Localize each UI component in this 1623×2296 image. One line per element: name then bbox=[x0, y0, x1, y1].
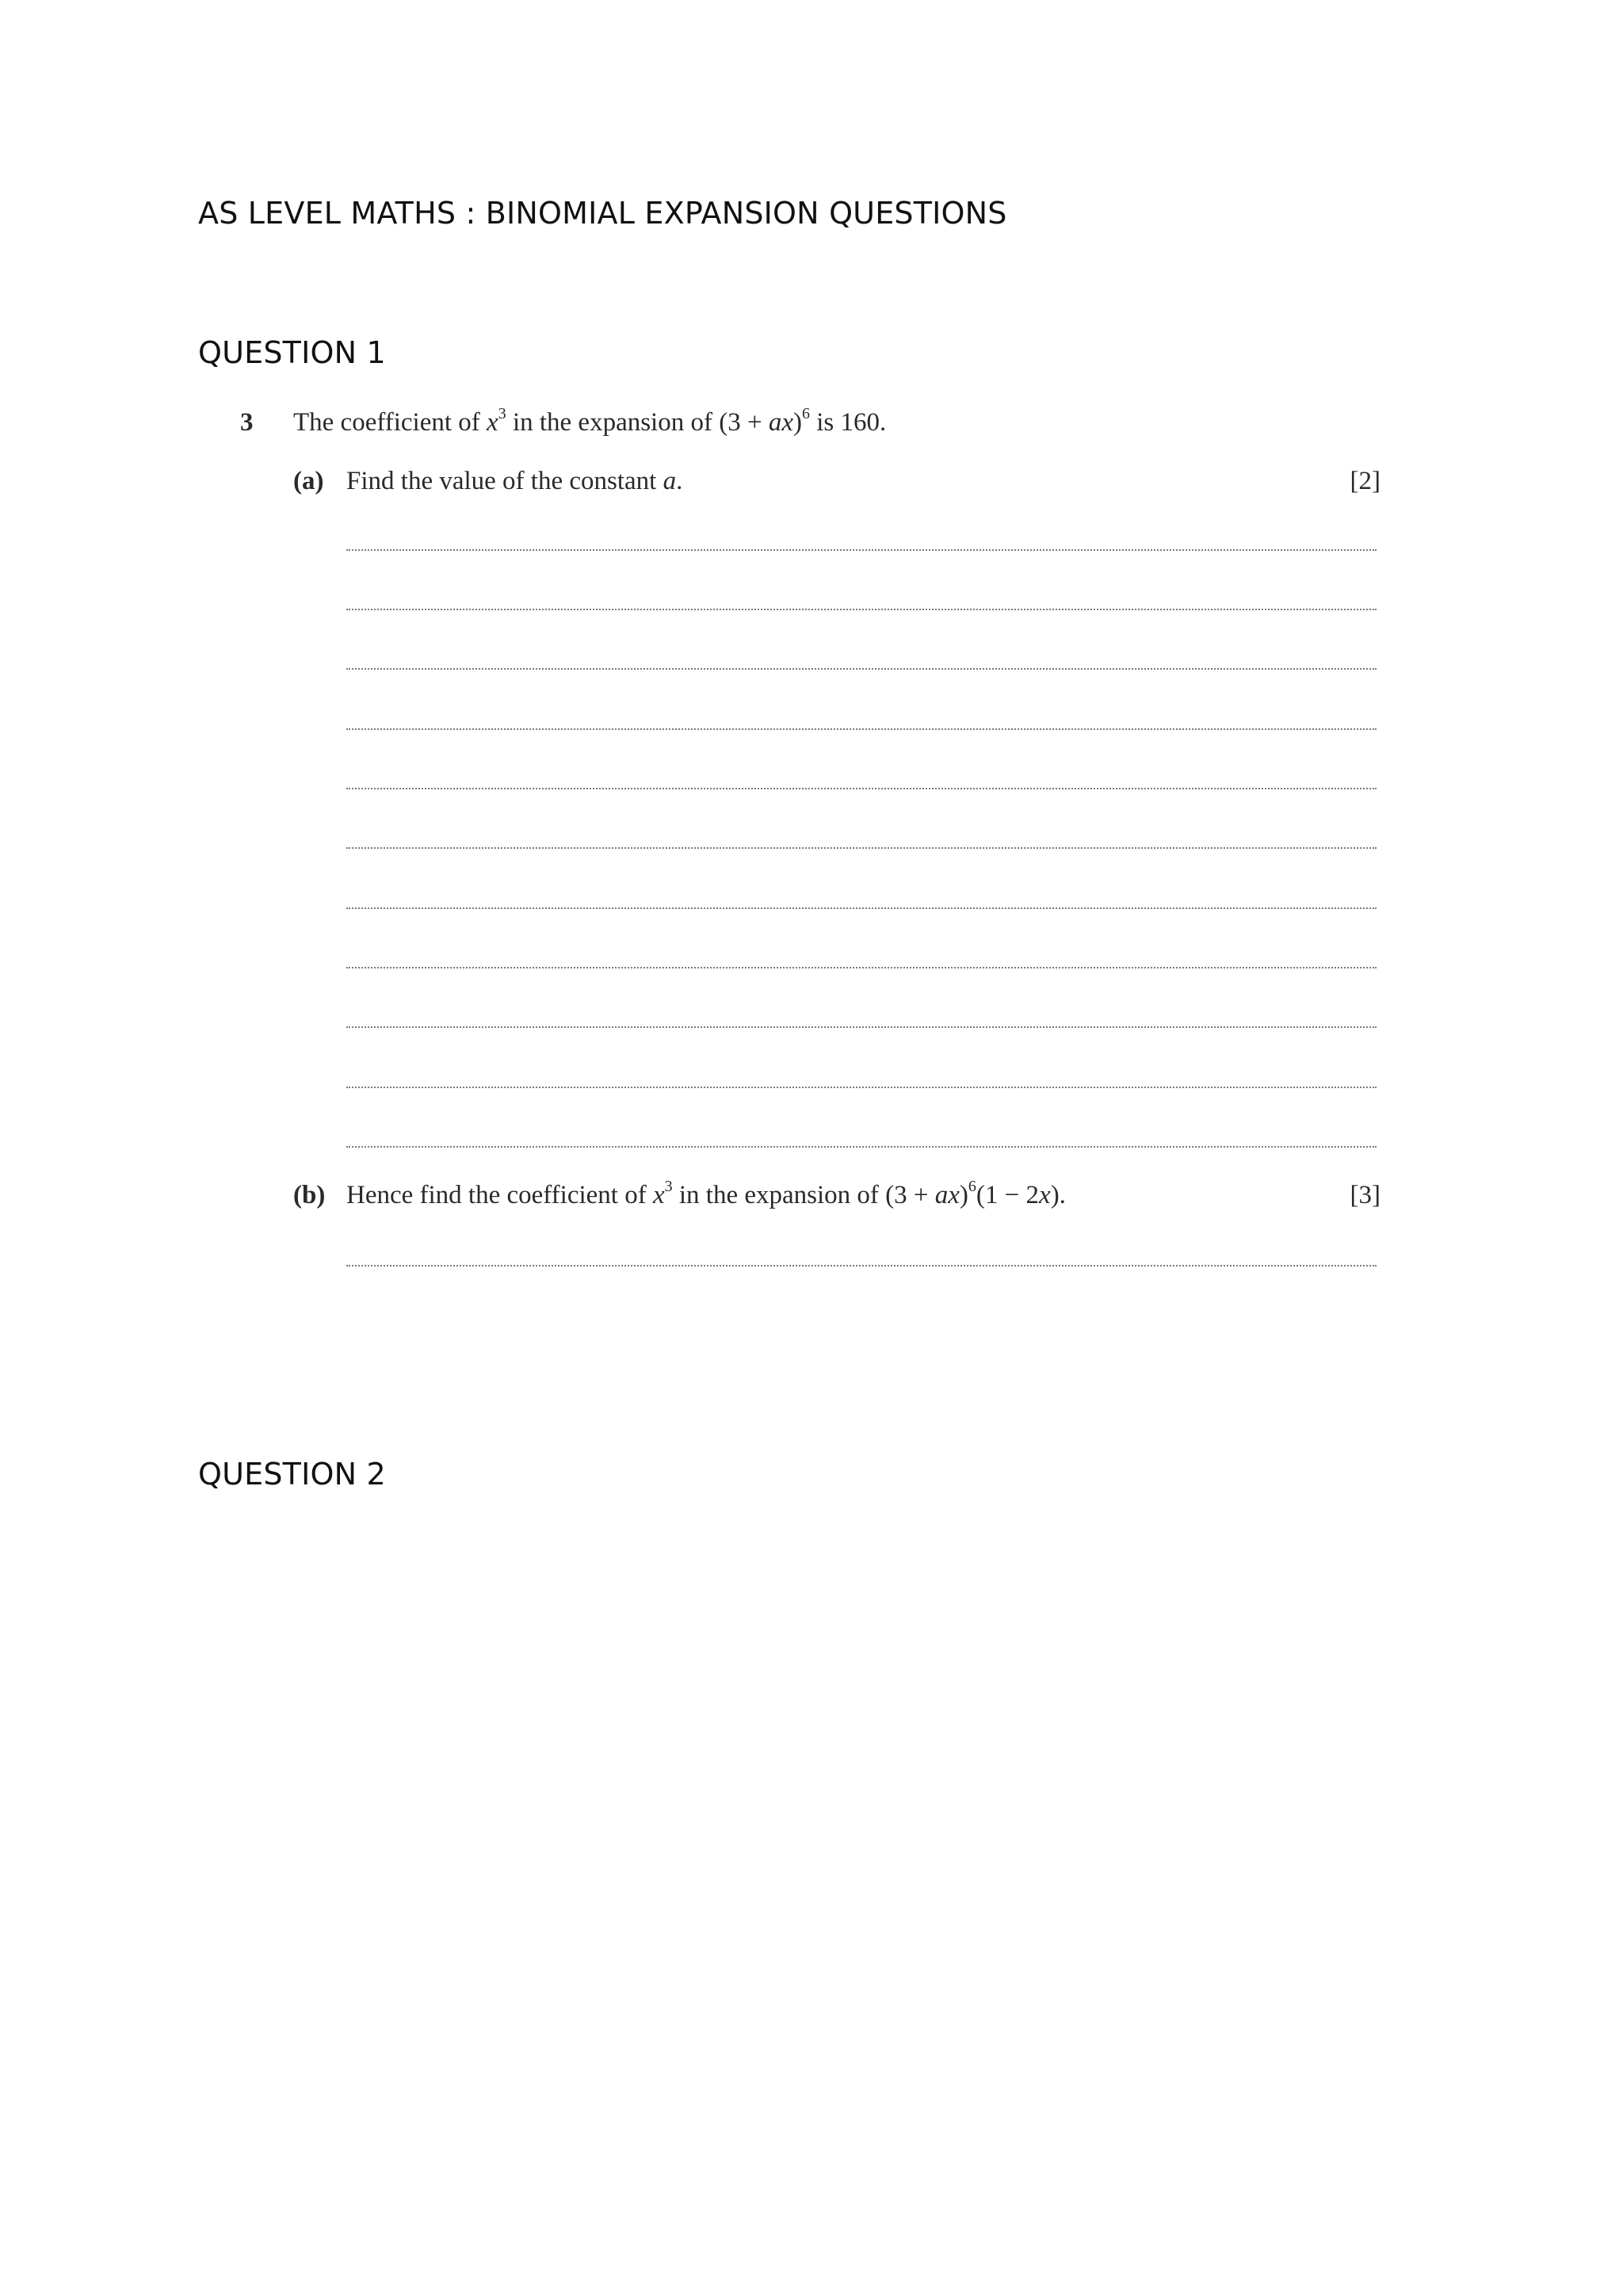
answer-line[interactable] bbox=[346, 728, 1377, 730]
part-a-marks: [2] bbox=[1350, 467, 1381, 495]
part-b-variable: x bbox=[652, 1181, 665, 1209]
part-b-tail-end: ). bbox=[1050, 1181, 1066, 1209]
part-b-text bbox=[346, 1178, 1066, 1210]
stem-power: 3 bbox=[498, 405, 506, 422]
part-a-text-main: Find the value of the constant bbox=[346, 467, 663, 495]
part-a-variable: a bbox=[663, 467, 677, 495]
question-number: 3 bbox=[240, 408, 254, 437]
answer-line[interactable] bbox=[346, 1087, 1377, 1088]
part-b-power-2: 6 bbox=[968, 1178, 976, 1195]
stem-bracket: ) bbox=[792, 408, 802, 437]
question-2-heading: QUESTION 2 bbox=[198, 1457, 386, 1492]
part-a-text bbox=[346, 467, 682, 496]
part-b-tail: (1 − 2 bbox=[976, 1181, 1040, 1209]
stem-text-mid: in the expansion of (3 + bbox=[506, 408, 769, 437]
answer-line[interactable] bbox=[346, 847, 1377, 849]
part-a-text-end: . bbox=[676, 467, 683, 495]
stem-constant: a bbox=[768, 408, 782, 437]
stem-text: The coefficient of bbox=[293, 408, 487, 437]
answer-line[interactable] bbox=[346, 668, 1377, 670]
part-b-power: 3 bbox=[664, 1178, 673, 1195]
page-title: AS LEVEL MATHS : BINOMIAL EXPANSION QUESTIONS bbox=[198, 196, 1007, 231]
part-b-variable-x: x bbox=[948, 1181, 960, 1209]
answer-line[interactable] bbox=[346, 907, 1377, 909]
part-b-tail-variable: x bbox=[1039, 1181, 1051, 1209]
answer-line[interactable] bbox=[346, 549, 1377, 551]
question-stem bbox=[293, 405, 887, 437]
part-b-label: (b) bbox=[293, 1181, 326, 1209]
answer-line[interactable] bbox=[346, 1026, 1377, 1028]
answer-line[interactable] bbox=[346, 967, 1377, 968]
part-b-text-mid: in the expansion of (3 + bbox=[672, 1181, 935, 1209]
question-1-heading: QUESTION 1 bbox=[198, 335, 386, 370]
part-b-text-main: Hence find the coefficient of bbox=[346, 1181, 653, 1209]
answer-line[interactable] bbox=[346, 788, 1377, 789]
stem-text-end: is 160. bbox=[809, 408, 887, 437]
answer-line[interactable] bbox=[346, 1146, 1377, 1148]
stem-variable: x bbox=[487, 408, 498, 437]
stem-variable-x: x bbox=[781, 408, 793, 437]
part-b-constant: a bbox=[934, 1181, 949, 1209]
answer-line[interactable] bbox=[346, 1265, 1377, 1266]
stem-power-2: 6 bbox=[801, 405, 810, 422]
part-a-label: (a) bbox=[293, 467, 324, 495]
part-b-marks: [3] bbox=[1350, 1181, 1381, 1209]
part-b-bracket: ) bbox=[959, 1181, 968, 1209]
answer-line[interactable] bbox=[346, 609, 1377, 610]
